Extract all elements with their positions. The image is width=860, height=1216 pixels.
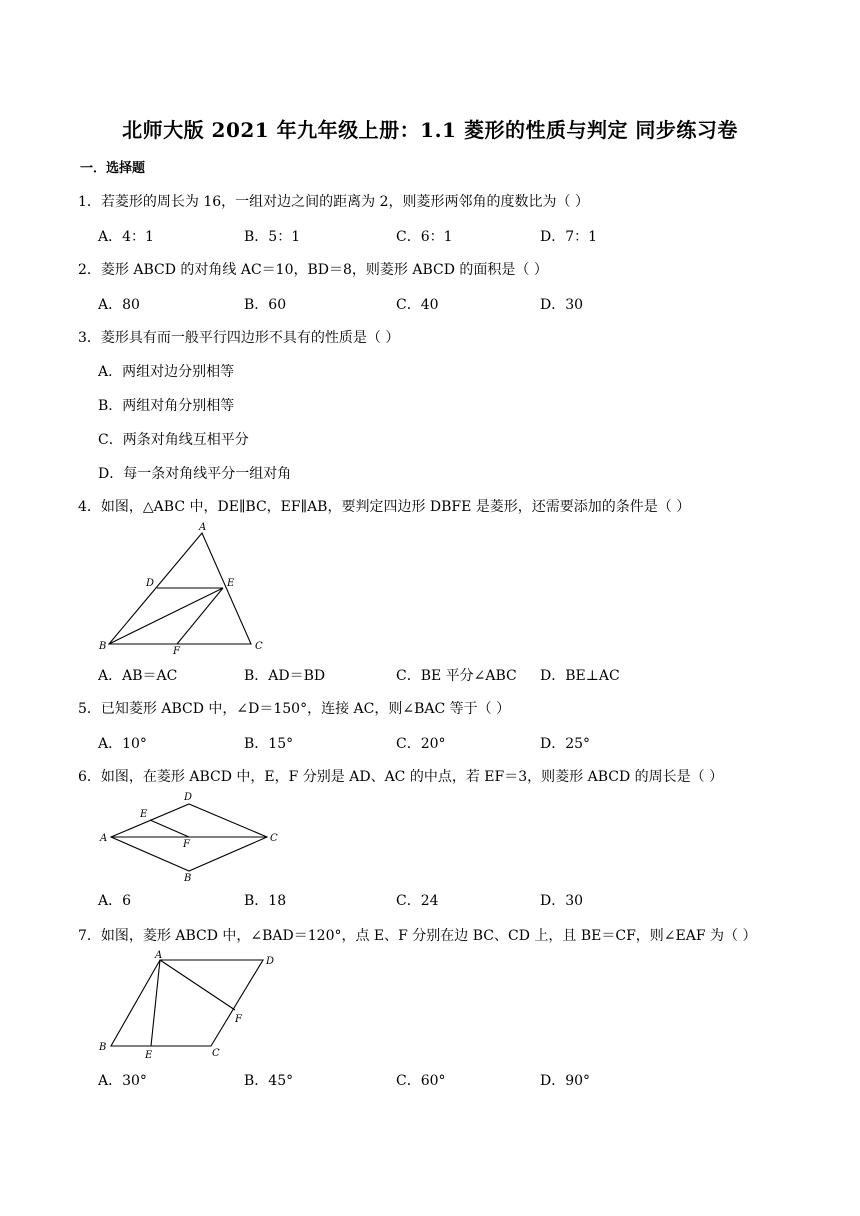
q7-option-b[interactable]: B．45° — [244, 1073, 294, 1089]
q5-option-b[interactable]: B．15° — [244, 736, 294, 752]
q4-option-a[interactable]: A．AB＝AC — [98, 668, 178, 684]
q1-option-b[interactable]: B．5：1 — [244, 229, 301, 245]
q6-option-d[interactable]: D．30 — [540, 893, 584, 909]
q4-label-c: C — [255, 641, 263, 652]
q2-option-a[interactable]: A．80 — [98, 297, 140, 313]
q2-option-d[interactable]: D．30 — [540, 297, 584, 313]
question-4-stem: 4．如图，△ABC 中，DE∥BC，EF∥AB，要判定四边形 DBFE 是菱形，还需要添加的条件是（ ） — [78, 499, 691, 515]
q6-label-d: D — [184, 792, 193, 803]
q4-label-d: D — [146, 578, 155, 589]
q3-option-d[interactable]: D．每一条对角线平分一组对角 — [98, 466, 292, 482]
question-3-stem: 3．菱形具有而一般平行四边形不具有的性质是（ ） — [78, 330, 400, 346]
q4-label-a: A — [199, 522, 207, 533]
q6-label-b: B — [184, 873, 192, 884]
q6-segment-ef — [150, 820, 189, 837]
q4-label-b: B — [99, 641, 107, 652]
q7-label-b: B — [99, 1042, 107, 1053]
q7-label-a: A — [155, 950, 163, 961]
q3-option-a[interactable]: A．两组对边分别相等 — [98, 364, 235, 380]
q7-rhombus-abcd — [111, 960, 263, 1046]
q2-option-b[interactable]: B．60 — [244, 297, 287, 313]
q7-label-d: D — [266, 956, 275, 967]
q6-label-a: A — [100, 833, 108, 844]
q5-option-a[interactable]: A．10° — [98, 736, 147, 752]
q3-option-c[interactable]: C．两条对角线互相平分 — [98, 432, 249, 448]
q7-option-d[interactable]: D．90° — [540, 1073, 591, 1089]
page-title: 北师大版 2021 年九年级上册：1.1 菱形的性质与判定 同步练习卷 — [122, 118, 738, 142]
q2-option-c[interactable]: C．40 — [396, 297, 439, 313]
q7-option-c[interactable]: C．60° — [396, 1073, 446, 1089]
q4-segment-be — [109, 588, 223, 644]
question-1-stem: 1．若菱形的周长为 16，一组对边之间的距离为 2，则菱形两邻角的度数比为（ ） — [78, 194, 589, 210]
q4-segment-ef — [177, 588, 223, 644]
q4-label-f: F — [173, 646, 180, 654]
q6-label-e: E — [140, 809, 148, 820]
q4-label-e: E — [227, 578, 235, 589]
q6-option-b[interactable]: B．18 — [244, 893, 287, 909]
q4-option-d[interactable]: D．BE⊥AC — [540, 668, 620, 684]
q7-option-a[interactable]: A．30° — [98, 1073, 147, 1089]
q5-option-d[interactable]: D．25° — [540, 736, 591, 752]
q6-label-c: C — [270, 833, 278, 844]
q4-option-c[interactable]: C．BE 平分∠ABC — [396, 668, 517, 684]
question-6-stem: 6．如图，在菱形 ABCD 中，E，F 分别是 AD、AC 的中点，若 EF＝3，则菱形 ABCD 的周长是（ ） — [78, 769, 724, 785]
q3-option-b[interactable]: B．两组对角分别相等 — [98, 398, 235, 414]
q7-label-e: E — [145, 1050, 153, 1061]
question-5-stem: 5．已知菱形 ABCD 中，∠D＝150°，连接 AC，则∠BAC 等于（ ） — [78, 701, 511, 717]
q6-rhombus-figure — [95, 790, 285, 886]
question-2-stem: 2．菱形 ABCD 的对角线 AC＝10，BD＝8，则菱形 ABCD 的面积是（ ） — [78, 262, 548, 278]
q7-label-c: C — [212, 1048, 220, 1059]
q1-option-d[interactable]: D．7：1 — [540, 229, 598, 245]
q1-option-a[interactable]: A．4：1 — [98, 229, 154, 245]
section-heading: 一．选择题 — [80, 161, 146, 176]
q6-label-f: F — [183, 839, 190, 850]
q4-option-b[interactable]: B．AD＝BD — [244, 668, 326, 684]
question-7-stem: 7．如图，菱形 ABCD 中，∠BAD＝120°，点 E、F 分别在边 BC、CD 上，且 BE＝CF，则∠EAF 为（ ） — [78, 928, 757, 944]
q7-label-f: F — [235, 1014, 242, 1025]
q7-rhombus-figure — [95, 948, 285, 1064]
q5-option-c[interactable]: C．20° — [396, 736, 446, 752]
q6-option-c[interactable]: C．24 — [396, 893, 439, 909]
q1-option-c[interactable]: C．6：1 — [396, 229, 453, 245]
q6-option-a[interactable]: A．6 — [98, 893, 132, 909]
q7-segment-af — [160, 960, 235, 1010]
q4-triangle-figure — [95, 518, 275, 654]
